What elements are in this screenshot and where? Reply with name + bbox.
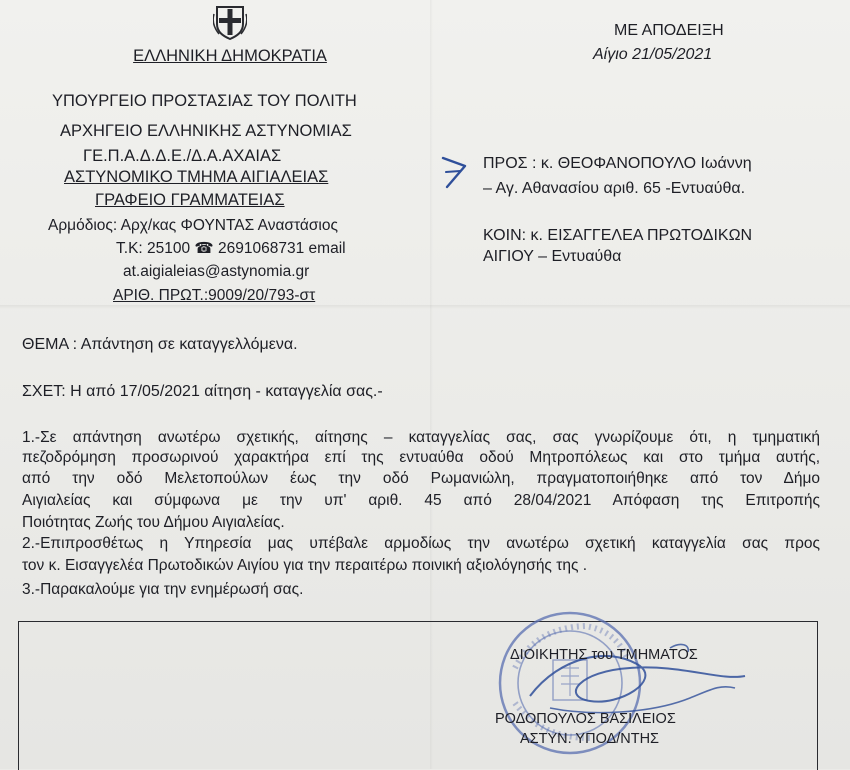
signatory-rank: ΑΣΤΥΝ. ΥΠΟΔ/ΝΤΗΣ bbox=[520, 731, 660, 747]
signatory-name: ΡΟΔΟΠΟΥΛΟΣ ΒΑΣΙΛΕΙΟΣ bbox=[495, 711, 676, 727]
email-line: at.aigialeias@astynomia.gr bbox=[123, 263, 310, 280]
contact-line: Τ.Κ: 25100 ☎ 2691068731 email bbox=[116, 240, 346, 257]
place-date: Αίγιο 21/05/2021 bbox=[593, 46, 713, 63]
paragraph-1-line-2: πεζοδρόμηση προσωρινού χαρακτήρα επί της εντυαύθα οδού Μητροπόλεως και στο τμήμα αυτής, bbox=[22, 449, 820, 466]
paragraph-3: 3.-Παρακαλούμε για την ενημέρωσή σας. bbox=[22, 581, 304, 598]
paragraph-1-line-3: από την οδό Μελετοπούλων έως την οδό Ρωμανιώλη, πραγματοποιήθηκε από τον Δήμο bbox=[22, 470, 820, 487]
protocol-number: ΑΡΙΘ. ΠΡΩΤ.:9009/20/793-στ bbox=[113, 287, 316, 304]
ministry-line: ΥΠΟΥΡΓΕΙΟ ΠΡΟΣΤΑΣΙΑΣ ΤΟΥ ΠΟΛΙΤΗ bbox=[52, 92, 357, 110]
office-line: ΓΡΑΦΕΙΟ ΓΡΑΜΜΑΤΕΙΑΣ bbox=[95, 191, 285, 209]
department-line: ΑΣΤΥΝΟΜΙΚΟ ΤΜΗΜΑ ΑΙΓΙΑΛΕΙΑΣ bbox=[64, 168, 329, 186]
subject-line: ΘΕΜΑ : Απάντηση σε καταγγελλόμενα. bbox=[22, 336, 298, 353]
paragraph-1-line-1: 1.-Σε απάντηση ανωτέρω σχετικής, αίτησης – καταγγελίας σας, σας γνωρίζουμε ότι, η τμηματική bbox=[22, 429, 820, 446]
directorate-line: ΓΕ.Π.Α.Δ.Δ.Ε./Δ.Α.ΑΧΑΙΑΣ bbox=[83, 147, 282, 165]
republic-heading: ΕΛΛΗΝΙΚΗ ΔΗΜΟΚΡΑΤΙΑ bbox=[133, 47, 327, 65]
paragraph-2-line-1: 2.-Επιπροσθέτως η Υπηρεσία μας υπέβαλε αρμοδίως την ανωτέρω σχετική καταγγελία σας προς bbox=[22, 535, 820, 552]
arrow-mark-icon bbox=[440, 152, 470, 192]
cc-line-2: ΑΙΓΙΟΥ – Εντυαύθα bbox=[483, 248, 622, 265]
signature-title: ΔΙΟΙΚΗΤΗΣ του ΤΜΗΜΑΤΟΣ bbox=[510, 647, 698, 663]
recipient-line-2: – Αγ. Αθανασίου αριθ. 65 -Εντυαύθα. bbox=[483, 180, 746, 197]
reference-line: ΣΧΕΤ: Η από 17/05/2021 αίτηση - καταγγελία σας.- bbox=[22, 383, 383, 400]
paragraph-2-line-2: τον κ. Εισαγγελέα Πρωτοδικών Αιγίου για την περαιτέρω ποινική αξιολόγησής της . bbox=[22, 557, 588, 574]
cc-line-1: ΚΟΙΝ: κ. ΕΙΣΑΓΓΕΛΕΑ ΠΡΩΤΟΔΙΚΩΝ bbox=[483, 227, 753, 244]
hq-line: ΑΡΧΗΓΕΙΟ ΕΛΛΗΝΙΚΗΣ ΑΣΤΥΝΟΜΙΑΣ bbox=[60, 122, 352, 140]
paragraph-1-line-5: Ποιότητας Ζωής του Δήμου Αιγιαλείας. bbox=[22, 514, 285, 531]
delivery-note: ΜΕ ΑΠΟΔΕΙΞΗ bbox=[614, 22, 724, 39]
responsible-line: Αρμόδιος: Αρχ/κας ΦΟΥΝΤΑΣ Αναστάσιος bbox=[48, 217, 338, 234]
greek-emblem-icon bbox=[213, 4, 247, 40]
paragraph-1-line-4: Αιγιαλείας και σύμφωνα με την υπ' αριθ. 45 από 28/04/2021 Απόφαση της Επιτροπής bbox=[22, 492, 820, 509]
recipient-line-1: ΠΡΟΣ : κ. ΘΕΟΦΑΝΟΠΟΥΛΟ Ιωάννη bbox=[483, 155, 752, 172]
